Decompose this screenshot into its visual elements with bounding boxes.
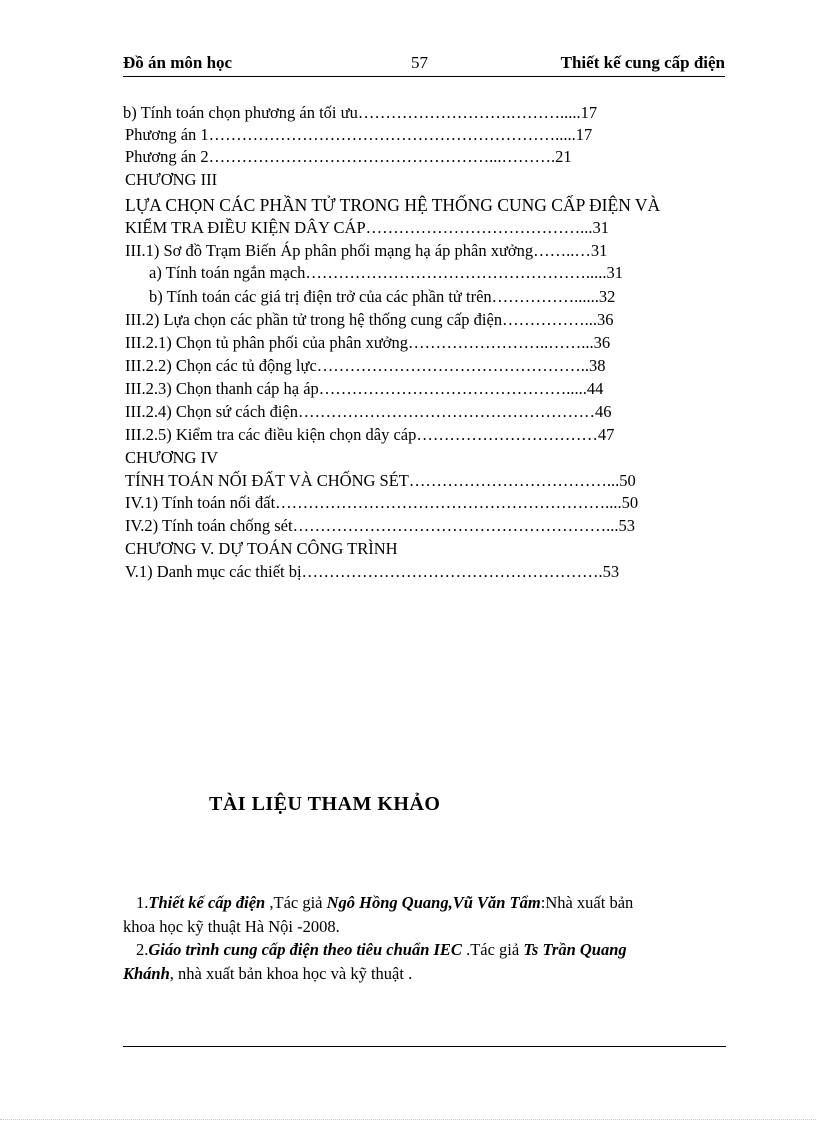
- reference-text: , nhà xuất bản khoa học và kỹ thuật .: [169, 964, 413, 983]
- toc-entry: III.1) Sơ đồ Trạm Biến Áp phân phối mạng hạ áp phân xưởng……..…31: [125, 241, 608, 260]
- toc-entry: III.2.4) Chọn sứ cách điện………………………………………………46: [125, 402, 612, 421]
- reference-item-2: [123, 939, 627, 961]
- reference-item-1: [123, 892, 633, 914]
- toc-entry: Phương án 1……………………………………………………….....17: [125, 125, 593, 144]
- toc-entry: IV.2) Tính toán chống sét…………………………………………………...53: [125, 516, 635, 535]
- toc-entry: III.2) Lựa chọn các phần tử trong hệ thống cung cấp điện……………...36: [125, 310, 614, 329]
- toc-entry: III.2.5) Kiểm tra các điều kiện chọn dây cáp……………………………47: [125, 425, 615, 444]
- reference-title: Thiết kế cấp điện: [148, 893, 266, 912]
- toc-entry: b) Tính toán các giá trị điện trở của các phần tử trên……………......32: [149, 287, 616, 306]
- page-header: [123, 52, 725, 77]
- toc-entry: III.2.1) Chọn tủ phân phối của phân xưởng……………………..……...36: [125, 333, 611, 352]
- reference-author: Khánh: [123, 964, 170, 983]
- header-course-title: Đồ án môn học: [123, 53, 233, 72]
- toc-chapter-title: TÍNH TOÁN NỐI ĐẤT VÀ CHỐNG SÉT………………………………...50: [125, 471, 636, 490]
- toc-chapter-heading: CHƯƠNG IV: [125, 448, 219, 467]
- reference-text: .Tác giả: [461, 940, 524, 959]
- toc-entry: III.2.3) Chọn thanh cáp hạ áp……………………………………….....44: [125, 379, 604, 398]
- reference-title: Giáo trình cung cấp điện theo tiêu chuẩn IEC: [148, 940, 462, 959]
- toc-entry: b) Tính toán chọn phương án tối ưu……………………….……….....17: [123, 103, 598, 122]
- reference-number: 2.: [136, 940, 149, 959]
- page-number: 57: [411, 53, 428, 72]
- reference-item-1-line-2: khoa học kỹ thuật Hà Nội -2008.: [123, 917, 340, 936]
- toc-entry: Phương án 2……………………………………………...……….21: [125, 147, 572, 166]
- footer-rule: [123, 1046, 726, 1047]
- page-bottom-border: [0, 1119, 816, 1120]
- toc-chapter-title: LỰA CHỌN CÁC PHẦN TỬ TRONG HỆ THỐNG CUNG CẤP ĐIỆN VÀ: [125, 195, 661, 215]
- toc-chapter-title: KIỂM TRA ĐIỀU KIỆN DÂY CÁP…………………………………...31: [125, 218, 609, 237]
- toc-entry: a) Tính toán ngắn mạch…………………………………………….....31: [149, 263, 624, 282]
- toc-entry: V.1) Danh mục các thiết bị……………………………………………….53: [125, 562, 620, 581]
- reference-number: 1.: [136, 893, 149, 912]
- toc-chapter-heading: CHƯƠNG III: [125, 170, 218, 189]
- toc-entry: IV.1) Tính toán nối đất……………………………………………………....50: [125, 493, 639, 512]
- toc-entry: III.2.2) Chọn các tủ động lực…………………………………………..38: [125, 356, 606, 375]
- reference-author: Ngô Hồng Quang,Vũ Văn Tẩm: [326, 893, 541, 912]
- reference-author: Ts Trần Quang: [523, 940, 627, 959]
- reference-item-2-line-2: [123, 963, 412, 985]
- reference-text: :Nhà xuất bản: [540, 893, 634, 912]
- references-title: TÀI LIỆU THAM KHẢO: [209, 793, 441, 815]
- toc-chapter-heading: CHƯƠNG V. DỰ TOÁN CÔNG TRÌNH: [125, 539, 398, 558]
- header-subject-title: Thiết kế cung cấp điện: [560, 53, 725, 72]
- reference-text: ,Tác giả: [265, 893, 327, 912]
